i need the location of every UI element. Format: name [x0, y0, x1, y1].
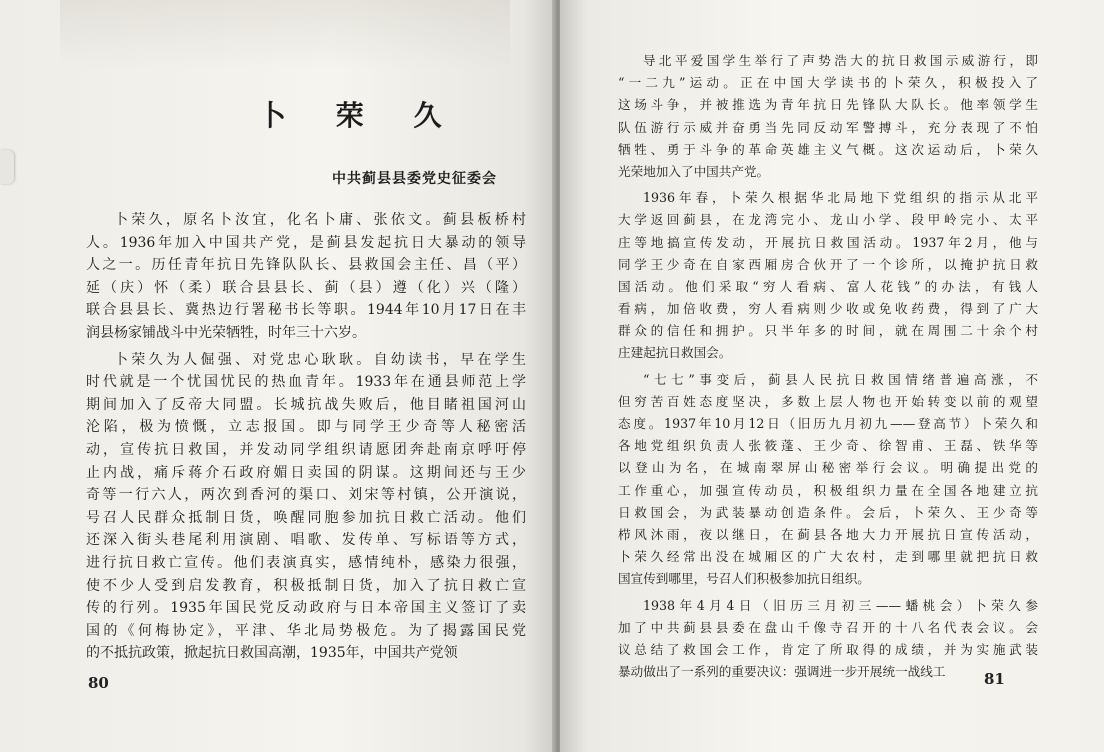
text-line: 庄建起抗日救国会。 [618, 345, 732, 361]
text-line: 还深入街头巷尾利用演剧、唱歌、发传单、写标语等方式， [86, 532, 526, 549]
left-body-text [86, 209, 526, 669]
article-title: 卜 荣 久 [258, 99, 462, 132]
text-line: 的不抵抗政策，掀起抗日救国高潮，1935年，中国共产党领 [86, 645, 458, 662]
text-line: 国活动。他们采取“穷人看病、富人花钱”的办法，有钱人 [618, 278, 1038, 294]
text-line: 这场斗争，并被推选为青年抗日先锋队大队长。他率领学生 [618, 97, 1038, 113]
text-line: 卜荣久，原名卜汝宜，化名卜庸、张依文。蓟县板桥村 [114, 212, 526, 228]
paragraph [618, 187, 1038, 365]
text-line: 各地党组织负责人张筱蓬、王少奇、徐智甫、王磊、铁华等 [618, 438, 1038, 454]
paragraph [86, 209, 526, 345]
paragraph [618, 369, 1038, 591]
text-line: 人之一。历任青年抗日先锋队队长、县救国会主任、昌（平） [86, 257, 526, 274]
text-line: 国宣传到哪里，号召人们积极参加抗日组织。 [618, 571, 870, 587]
paragraph [86, 349, 526, 665]
text-line: 进行抗日救亡宣传。他们表演真实，感情纯朴，感染力很强， [86, 554, 526, 571]
text-line: 但穷苦百姓态度坚决，多数上层人物也开始转变以前的观望 [618, 393, 1038, 409]
text-line: 以登山为名，在城南翠屏山秘密举行会议。明确提出党的 [618, 460, 1038, 476]
text-line: 看病，加倍收费，穷人看病则少收或免收药费，得到了广大 [618, 301, 1038, 317]
text-line: “一二九”运动。正在中国大学读书的卜荣久，积极投入了 [618, 75, 1038, 91]
text-line: “七七”事变后，蓟县人民抗日救国情绪普遍高涨，不 [643, 371, 1038, 387]
text-line: 栉风沐雨，夜以继日，在蓟县各地大力开展抗日宣传活动， [618, 526, 1038, 542]
text-line: 联合县县长、冀热边行署秘书长等职。1944年10月17日在丰 [86, 302, 526, 319]
text-line: 卜荣久经常出没在城厢区的广大农村，走到哪里就把抗日救 [618, 549, 1038, 565]
text-line: 止内战，痛斥蒋介石政府媚日卖国的阴谋。这期间还与王少 [86, 464, 526, 481]
text-line: 大学返回蓟县，在龙湾完小、龙山小学、段甲岭完小、太平 [618, 212, 1038, 228]
text-line: 动，宣传抗日救国，并发动同学组织请愿团奔赴南京呼吁停 [86, 441, 526, 458]
text-line: 庄等地搞宣传发动，开展抗日救国活动。1937年2月，他与 [618, 234, 1038, 250]
text-line: 导北平爱国学生举行了声势浩大的抗日救国示威游行，即 [643, 53, 1038, 68]
text-line: 卜荣久为人倔强、对党忠心耿耿。自幼读书，早在学生 [114, 351, 526, 368]
page-number-left: 80 [88, 674, 109, 692]
text-line: 期间加入了反帝大同盟。长城抗战失败后，他目睹祖国河山 [86, 396, 526, 413]
text-line: 时代就是一个忧国忧民的热血青年。1933年在通县师范上学 [86, 374, 526, 391]
text-line: 1936年春，卜荣久根据华北局地下党组织的指示从北平 [643, 190, 1038, 206]
text-line: 队伍游行示威并奋勇当先同反动军警搏斗，充分表现了不怕 [618, 119, 1038, 135]
paragraph [618, 595, 1038, 684]
text-line: 工作重心，加强宣传动员，积极组织力量在全国各地建立抗 [618, 482, 1038, 498]
paragraph [618, 50, 1038, 183]
right-body-text [618, 50, 1038, 687]
page-tab [0, 150, 14, 184]
article-author: 中共蓟县县委党史征委会 [332, 171, 497, 187]
text-line: 沦陷，极为愤慨，立志报国。即与同学王少奇等人秘密活 [86, 419, 526, 436]
text-line: 态度。1937年10月12日（旧历九月初九——登高节）卜荣久和 [618, 416, 1038, 431]
text-line: 同学王少奇在自家西厢房合伙开了一个诊所，以掩护抗日救 [618, 256, 1038, 272]
text-line: 群众的信任和拥护。只半年多的时间，就在周围二十余个村 [618, 323, 1038, 339]
text-line: 国的《何梅协定》，平津、华北局势极危。为了揭露国民党 [86, 622, 526, 639]
text-line: 润县杨家铺战斗中光荣牺牲，时年三十六岁。 [86, 324, 366, 341]
text-line: 人。1936年加入中国共产党，是蓟县发起抗日大暴动的领导 [86, 234, 526, 251]
text-line: 日救国会，为武装暴动创造条件。会后，卜荣久、王少奇等 [618, 504, 1038, 520]
bleed-through-shadow [60, 0, 510, 70]
text-line: 传的行列。1935年国民党反动政府与日本帝国主义签订了卖 [86, 600, 526, 617]
text-line: 延（庆）怀（柔）联合县县长、蓟（县）遵（化）兴（隆） [86, 279, 526, 296]
text-line: 使不少人受到启发教育，积极抵制日货，加入了抗日救亡宣 [86, 577, 526, 594]
text-line: 暴动做出了一系列的重要决议：强调进一步开展统一战线工 [618, 664, 946, 680]
text-line: 光荣地加入了中国共产党。 [618, 163, 770, 179]
text-line: 牺牲、勇于斗争的革命英雄主义气概。这次运动后，卜荣久 [618, 141, 1038, 157]
text-line: 奇等一行六人，两次到香河的渠口、刘宋等村镇，公开演说， [86, 487, 526, 504]
text-line: 议总结了救国会工作，肯定了所取得的成绩，并为实施武装 [618, 641, 1038, 657]
text-line: 号召人民群众抵制日货，唤醒同胞参加抗日救亡活动。他们 [86, 509, 526, 526]
text-line: 加了中共蓟县县委在盘山千像寺召开的十八名代表会议。会 [618, 619, 1038, 635]
page-number-right: 81 [984, 670, 1005, 688]
text-line: 1938年4月4日（旧历三月初三——蟠桃会）卜荣久参 [643, 597, 1038, 613]
